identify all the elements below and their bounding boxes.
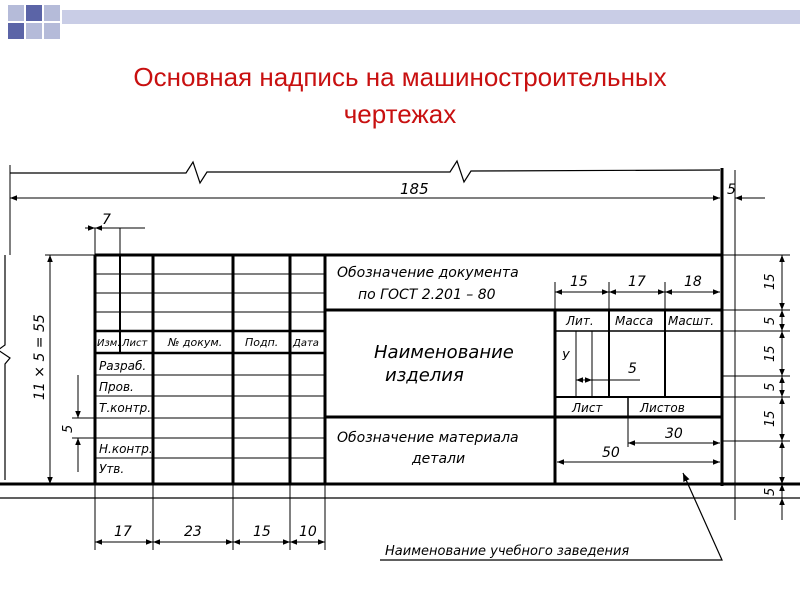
left-break-line: [0, 255, 10, 480]
dim-50: 50: [602, 445, 620, 461]
dim-7: 7: [102, 212, 111, 228]
top-break-line: [10, 161, 720, 183]
dim-right-5c: 5: [763, 487, 778, 496]
header-podp: Подп.: [245, 336, 279, 349]
product-name-line2: изделия: [385, 365, 464, 386]
row-utv: Утв.: [99, 462, 125, 476]
school-name: Наименование учебного заведения: [385, 544, 630, 559]
dim-5-cell: 5: [628, 361, 637, 377]
dim-5-right: 5: [727, 182, 736, 198]
dim-17-top: 17: [628, 274, 646, 290]
right-dimension-lines: [722, 255, 790, 520]
doc-designation-line2: по ГОСТ 2.201 – 80: [358, 287, 496, 303]
bottom-dimension-lines: [95, 484, 325, 550]
dim-bottom-23: 23: [184, 524, 202, 540]
header-data: Дата: [293, 338, 319, 349]
cell-sheet: Лист: [572, 401, 603, 415]
cell-masht: Масшт.: [668, 314, 715, 328]
dim-15-top: 15: [570, 274, 588, 290]
cell-lit: Лит.: [566, 314, 594, 328]
dim-11x5-55: 11 × 5 = 55: [32, 314, 48, 400]
cell-u: У: [562, 349, 570, 363]
header-list: Лист: [122, 338, 148, 349]
dim-right-15a: 15: [763, 273, 778, 290]
dim-right-5b: 5: [763, 382, 778, 391]
material-line2: детали: [412, 451, 466, 467]
dim-right-15b: 15: [763, 345, 778, 362]
dim-bottom-17: 17: [114, 524, 132, 540]
row-nkontr: Н.контр.: [99, 442, 153, 456]
dim-right-5a: 5: [763, 316, 778, 325]
dim-185: 185: [400, 180, 429, 198]
dim-bottom-15: 15: [253, 524, 271, 540]
dim-18-top: 18: [684, 274, 702, 290]
cell-sheets: Листов: [640, 401, 685, 415]
row-razrab: Разраб.: [99, 359, 147, 373]
material-line1: Обозначение материала: [337, 430, 519, 446]
dim-right-15c: 15: [763, 410, 778, 427]
dim-30: 30: [665, 426, 683, 442]
row-tkontr: Т.контр.: [99, 401, 152, 415]
slide-title-line-2: чертежах: [343, 99, 457, 129]
row-prov: Пров.: [99, 380, 134, 394]
product-name-line1: Наименование: [374, 342, 514, 363]
dim-bottom-10: 10: [299, 524, 317, 540]
cell-massa: Масса: [615, 314, 654, 328]
header-ndokum: № докум.: [168, 336, 223, 349]
slide-title-line-1: Основная надпись на машиностроительных: [133, 62, 667, 92]
doc-designation-line1: Обозначение документа: [337, 265, 519, 281]
header-izm: Изм.: [97, 338, 121, 349]
dim-row-5: 5: [61, 424, 76, 433]
